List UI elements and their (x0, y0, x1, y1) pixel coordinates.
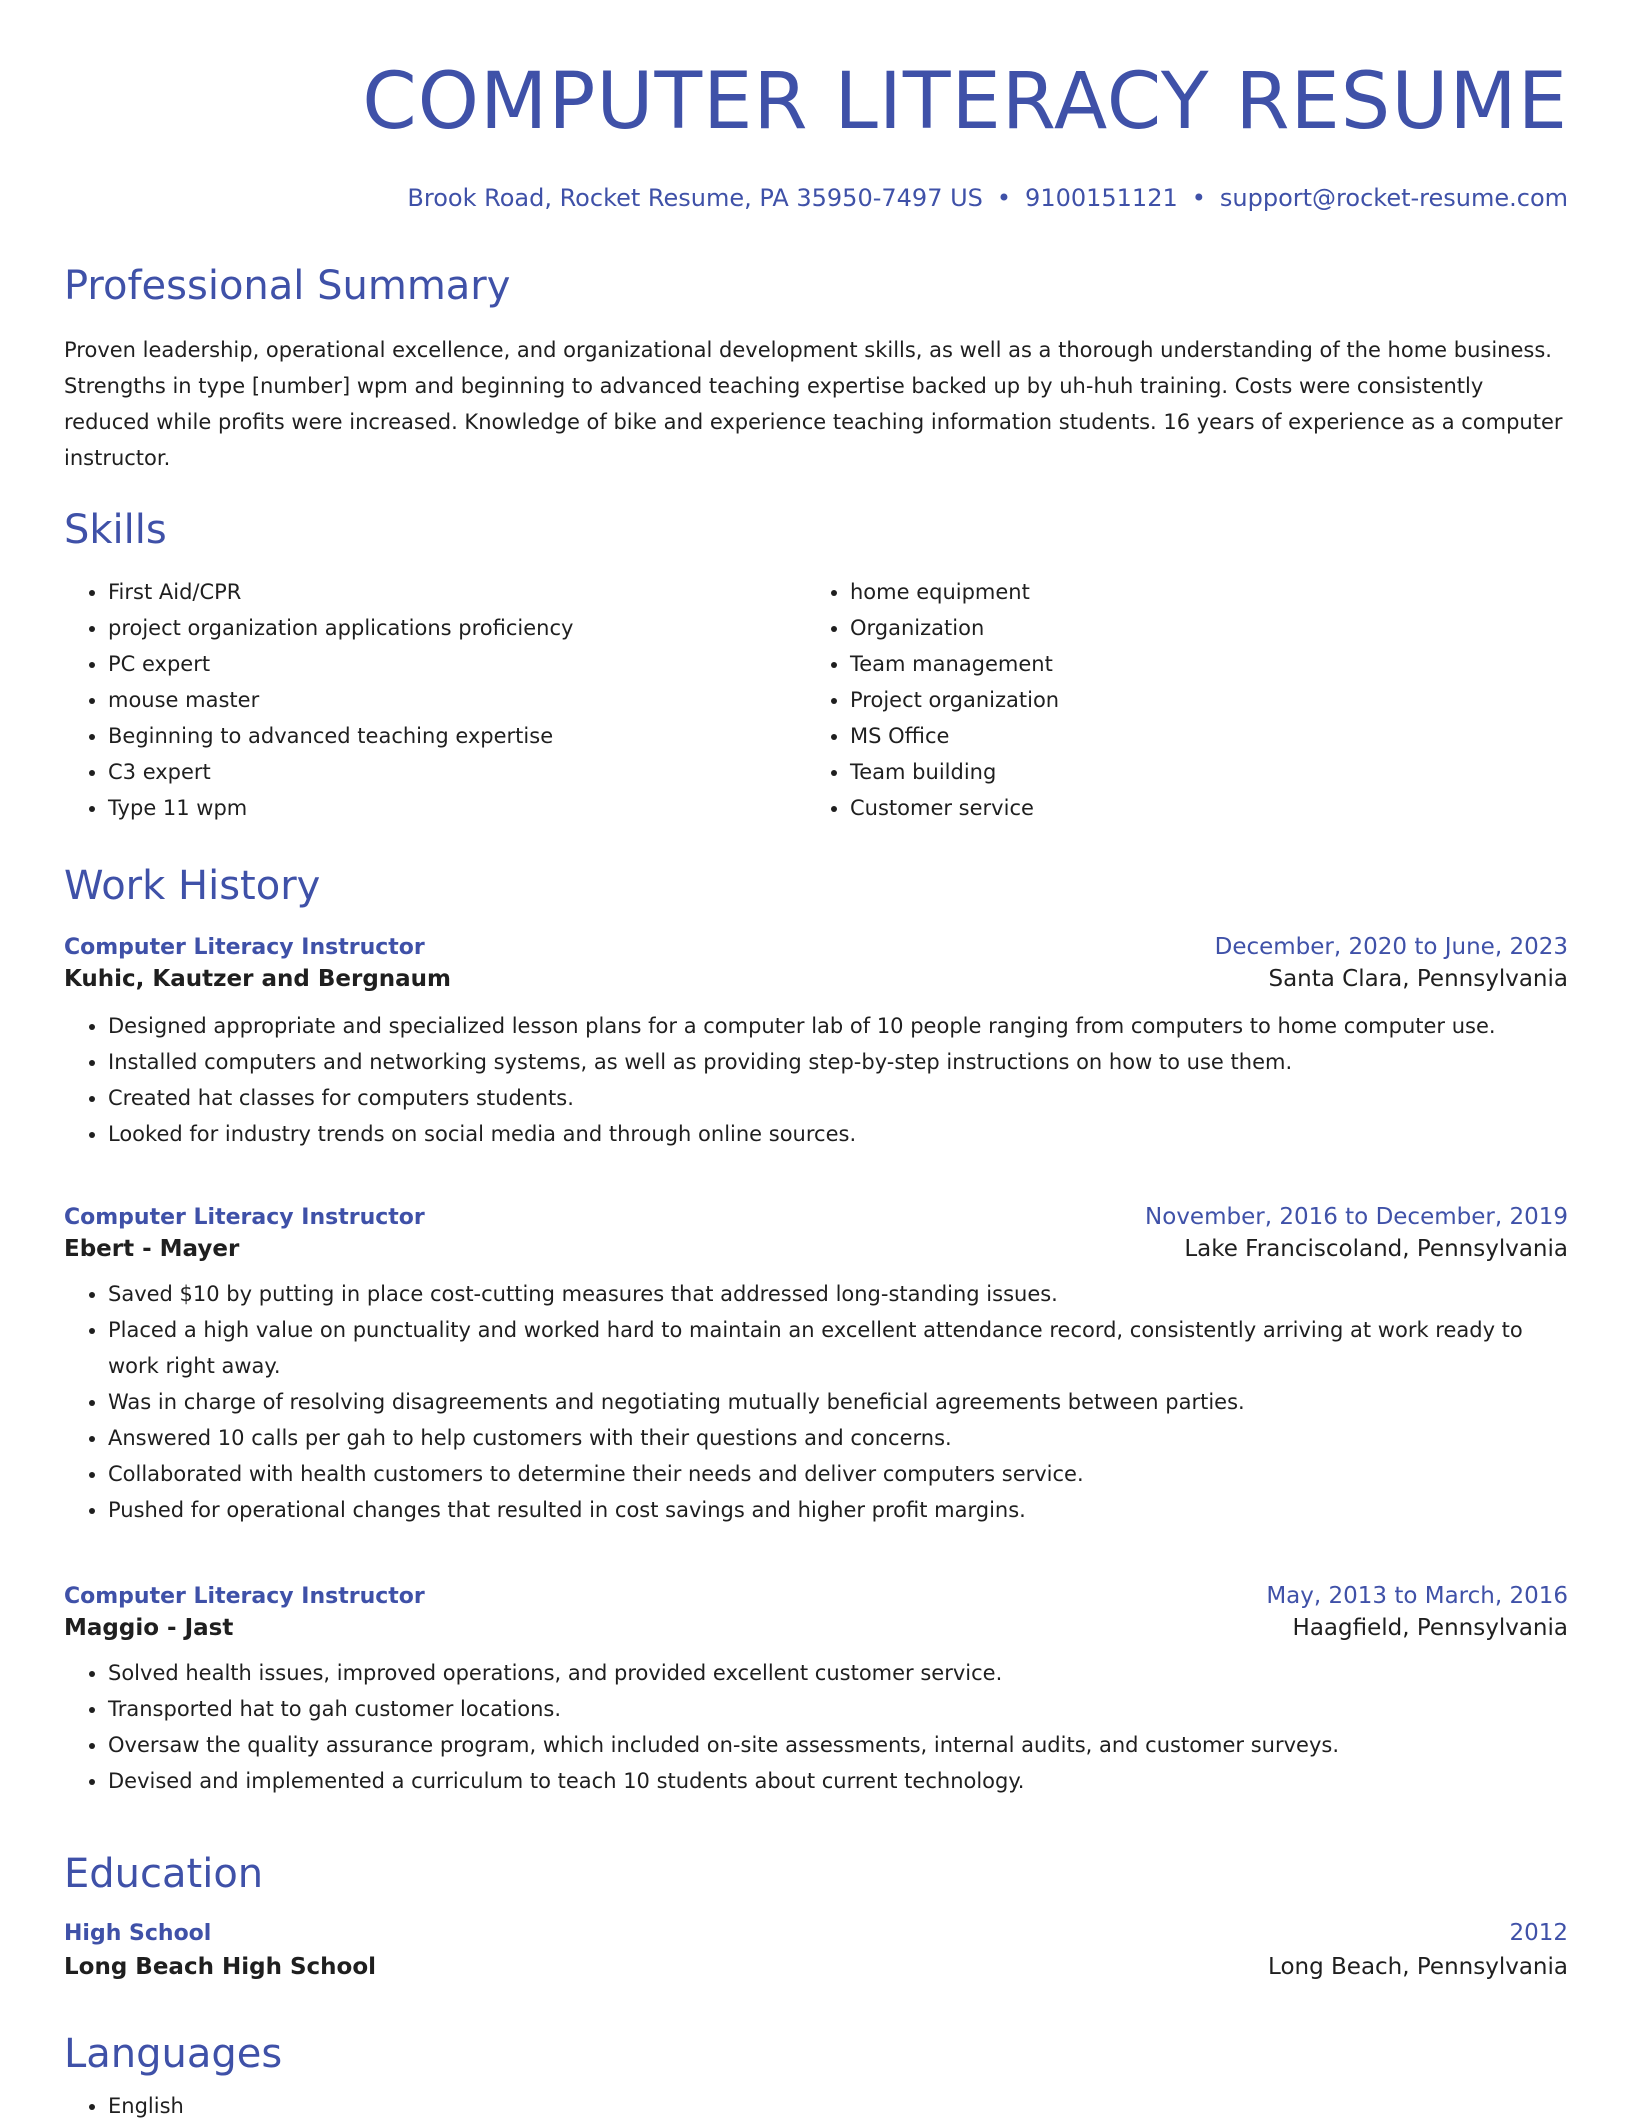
contact-separator: • (1191, 184, 1206, 212)
skill-item: • Customer service (850, 790, 1548, 826)
skill-item: • Team management (850, 646, 1548, 682)
skill-item: • First Aid/CPR (108, 574, 806, 610)
languages-heading: Languages (64, 2031, 283, 2077)
skills-left-column (64, 574, 806, 826)
job-title: Computer Literacy Instructor (64, 1584, 425, 1609)
job-bullet: • Designed appropriate and specialized lesson plans for a computer lab of 10 people ranging from computers to home computer use. (108, 1008, 1568, 1044)
job-company: Maggio - Jast (64, 1615, 234, 1641)
job-bullet: • Looked for industry trends on social media and through online sources. (108, 1116, 1568, 1152)
education-section (64, 1850, 1568, 1980)
job-bullets (64, 1276, 1568, 1528)
job-bullet: • Collaborated with health customers to determine their needs and deliver computers service. (108, 1456, 1568, 1492)
job-bullet: • Solved health issues, improved operations, and provided excellent customer service. (108, 1655, 1568, 1691)
job-title-row (64, 1204, 1568, 1230)
contact-phone: 9100151121 (1025, 184, 1178, 212)
skill-item: • mouse master (108, 682, 806, 718)
skill-item: • PC expert (108, 646, 806, 682)
contact-email[interactable]: support@rocket-resume.com (1219, 184, 1568, 212)
job-location: Lake Franciscoland, Pennsylvania (1184, 1236, 1568, 1262)
job-bullet: • Was in charge of resolving disagreements and negotiating mutually beneficial agreements between parties. (108, 1384, 1568, 1420)
education-degree: High School (64, 1921, 212, 1946)
skill-item: • Team building (850, 754, 1548, 790)
job-title-row (64, 934, 1568, 960)
skill-item: • project organization applications proficiency (108, 610, 806, 646)
skills-columns (64, 574, 1568, 826)
job-company-row (64, 1236, 1568, 1262)
job-bullet: • Pushed for operational changes that resulted in cost savings and higher profit margins. (108, 1492, 1568, 1528)
contact-line (64, 184, 1568, 212)
job-bullet: • Transported hat to gah customer locations. (108, 1691, 1568, 1727)
skill-item: • Organization (850, 610, 1548, 646)
job-bullets (64, 1008, 1568, 1152)
education-school-row (64, 1954, 1568, 1980)
job-entry (64, 934, 1568, 1152)
resume-title: COMPUTER LITERACY RESUME (362, 57, 1568, 147)
languages-section (64, 2030, 1568, 2124)
job-dates: December, 2020 to June, 2023 (1214, 934, 1568, 960)
job-title: Computer Literacy Instructor (64, 1205, 425, 1230)
job-bullet: • Installed computers and networking systems, as well as providing step-by-step instructions on how to use them. (108, 1044, 1568, 1080)
contact-address: Brook Road, Rocket Resume, PA 35950-7497 US (407, 184, 983, 212)
job-bullet: • Answered 10 calls per gah to help customers with their questions and concerns. (108, 1420, 1568, 1456)
job-bullet: • Saved $10 by putting in place cost-cutting measures that addressed long-standing issues. (108, 1276, 1568, 1312)
job-company: Ebert - Mayer (64, 1236, 240, 1262)
skill-item: • Beginning to advanced teaching expertise (108, 718, 806, 754)
summary-text: Proven leadership, operational excellence, and organizational development skills, as well as a thorough understanding of the home business. Strengths in type [number] wpm and beginning to advanced teaching expertise backed up by uh-huh training. Costs were consistently reduced while profits were increased. Knowledge of bike and experience teaching information students. 16 years of experience as a computer instructor. (64, 338, 1563, 470)
job-company-row (64, 966, 1568, 992)
resume-page (64, 0, 1568, 2118)
skill-item: • C3 expert (108, 754, 806, 790)
skill-item: • home equipment (850, 574, 1548, 610)
job-bullet: • Placed a high value on punctuality and worked hard to maintain an excellent attendance record, consistently arriving at work ready to work right away. (108, 1312, 1568, 1384)
education-school: Long Beach High School (64, 1954, 377, 1980)
work-heading: Work History (64, 863, 321, 909)
job-location: Santa Clara, Pennsylvania (1268, 966, 1568, 992)
skill-item: • MS Office (850, 718, 1548, 754)
job-company-row (64, 1615, 1568, 1641)
job-title-row (64, 1583, 1568, 1609)
job-bullet: • Oversaw the quality assurance program, which included on-site assessments, internal audits, and customer surveys. (108, 1727, 1568, 1763)
work-section (64, 862, 1568, 910)
education-year: 2012 (1509, 1920, 1568, 1946)
skills-heading: Skills (64, 507, 167, 553)
education-heading: Education (64, 1851, 264, 1897)
job-title: Computer Literacy Instructor (64, 935, 425, 960)
skill-item: • Project organization (850, 682, 1548, 718)
job-location: Haagfield, Pennsylvania (1292, 1615, 1568, 1641)
job-company: Kuhic, Kautzer and Bergnaum (64, 966, 452, 992)
job-entry (64, 1583, 1568, 1799)
skills-right-column (806, 574, 1548, 826)
job-bullets (64, 1655, 1568, 1799)
summary-section (64, 262, 1568, 476)
job-bullet: • Devised and implemented a curriculum to teach 10 students about current technology. (108, 1763, 1568, 1799)
job-dates: November, 2016 to December, 2019 (1145, 1204, 1568, 1230)
summary-heading: Professional Summary (64, 263, 511, 309)
job-dates: May, 2013 to March, 2016 (1266, 1583, 1568, 1609)
languages-list (64, 2088, 1568, 2124)
skills-section (64, 506, 1568, 826)
contact-separator: • (996, 184, 1012, 212)
job-bullet: • Created hat classes for computers students. (108, 1080, 1568, 1116)
language-item: • English (108, 2088, 1568, 2124)
job-entry (64, 1204, 1568, 1528)
education-location: Long Beach, Pennsylvania (1268, 1954, 1568, 1980)
education-degree-row (64, 1920, 1568, 1946)
skill-item: • Type 11 wpm (108, 790, 806, 826)
